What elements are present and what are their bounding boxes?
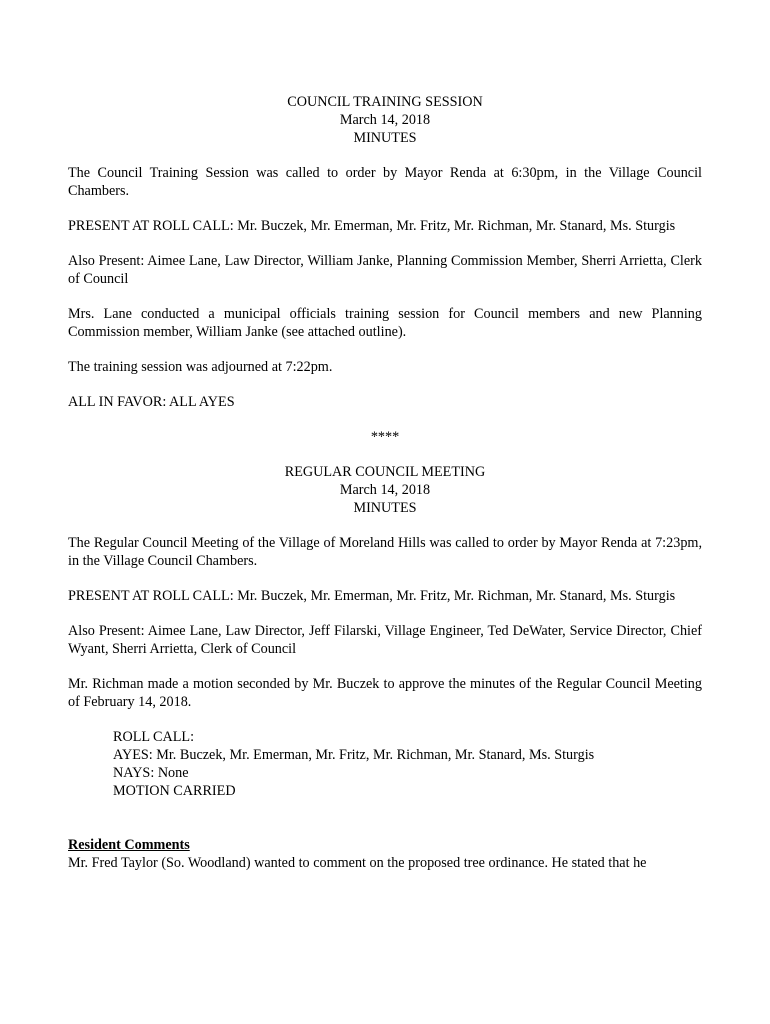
resident-comments-heading: Resident Comments <box>68 837 190 853</box>
resident-comments-text: Mr. Fred Taylor (So. Woodland) wanted to comment on the proposed tree ordinance. He stated that he <box>68 855 647 871</box>
training-session-header <box>68 93 702 147</box>
training-minutes-label: MINUTES <box>353 130 417 146</box>
vote-nays: NAYS: None <box>113 765 189 781</box>
minutes-document <box>68 93 702 872</box>
regular-call-to-order: The Regular Council Meeting of the Village of Moreland Hills was called to order by Mayor Renda at 7:23pm, in the Village Council Chambers. <box>68 535 702 569</box>
regular-date: March 14, 2018 <box>339 482 431 498</box>
training-date: March 14, 2018 <box>339 112 431 128</box>
training-vote: ALL IN FAVOR: ALL AYES <box>68 394 235 410</box>
regular-title: REGULAR COUNCIL MEETING <box>284 464 486 480</box>
training-call-to-order: The Council Training Session was called to order by Mayor Renda at 6:30pm, in the Village Council Chambers. <box>68 165 702 199</box>
motion-vote-block <box>68 728 702 800</box>
regular-meeting-header <box>68 463 702 517</box>
regular-roll-call: PRESENT AT ROLL CALL: Mr. Buczek, Mr. Emerman, Mr. Fritz, Mr. Richman, Mr. Stanard, Ms. Sturgis <box>68 588 676 604</box>
training-roll-call: PRESENT AT ROLL CALL: Mr. Buczek, Mr. Emerman, Mr. Fritz, Mr. Richman, Mr. Stanard, Ms. Sturgis <box>68 218 676 234</box>
resident-comments-section <box>68 836 702 872</box>
regular-also-present: Also Present: Aimee Lane, Law Director, Jeff Filarski, Village Engineer, Ted DeWater, Service Director, Chief Wyant, Sherri Arrietta, Clerk of Council <box>68 623 702 657</box>
vote-result: MOTION CARRIED <box>113 783 236 799</box>
training-session-note: Mrs. Lane conducted a municipal officials training session for Council members and new Planning Commission member, William Janke (see attached outline). <box>68 306 702 340</box>
vote-ayes: AYES: Mr. Buczek, Mr. Emerman, Mr. Fritz, Mr. Richman, Mr. Stanard, Ms. Sturgis <box>113 747 595 763</box>
training-title: COUNCIL TRAINING SESSION <box>287 94 483 110</box>
training-adjourned: The training session was adjourned at 7:22pm. <box>68 359 333 375</box>
section-separator: **** <box>370 429 400 445</box>
regular-motion: Mr. Richman made a motion seconded by Mr. Buczek to approve the minutes of the Regular Council Meeting of February 14, 2018. <box>68 676 702 710</box>
regular-minutes-label: MINUTES <box>353 500 417 516</box>
vote-roll-call-label: ROLL CALL: <box>113 729 195 745</box>
training-also-present: Also Present: Aimee Lane, Law Director, William Janke, Planning Commission Member, Sherri Arrietta, Clerk of Council <box>68 253 702 287</box>
